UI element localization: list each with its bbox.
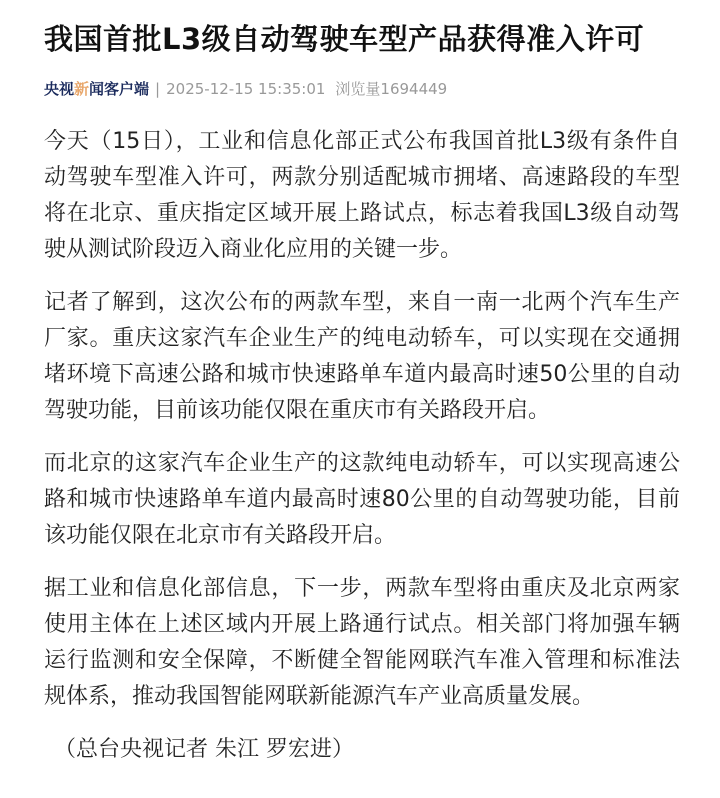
view-count: 浏览量1694449: [335, 80, 448, 98]
article-title: 我国首批L3级自动驾驶车型产品获得准入许可: [44, 22, 645, 56]
paragraph: 据工业和信息化部信息，下一步，两款车型将由重庆及北京两家使用主体在上述区域内开展上路通行试点。相关部门将加强车辆运行监测和安全保障，不断健全智能网联汽车准入管理和标准法规体系，推动我国智能网联新能源汽车产业高质量发展。: [44, 576, 680, 709]
article-body: [44, 124, 680, 768]
paragraph: 而北京的这家汽车企业生产的这款纯电动轿车，可以实现高速公路和城市快速路单车道内最高时速80公里的自动驾驶功能，目前该功能仅限在北京市有关路段开启。: [44, 451, 680, 548]
source-name[interactable]: [44, 78, 149, 100]
byline: （总台央视记者 朱江 罗宏进）: [54, 737, 354, 762]
publish-datetime: 2025-12-15 15:35:01: [166, 80, 326, 98]
source-highlight: 新: [74, 80, 90, 98]
source-part: 闻客户端: [89, 80, 150, 98]
source-part: 央视: [44, 80, 75, 98]
paragraph: 今天（15日），工业和信息化部正式公布我国首批L3级有条件自动驾驶车型准入许可，两款分别适配城市拥堵、高速路段的车型将在北京、重庆指定区域开展上路试点，标志着我国L3级自动驾驶从测试阶段迈入商业化应用的关键一步。: [44, 129, 681, 262]
paragraph: 记者了解到，这次公布的两款车型，来自一南一北两个汽车生产厂家。重庆这家汽车企业生产的纯电动轿车，可以实现在交通拥堵环境下高速公路和城市快速路单车道内最高时速50公里的自动驾驶功能，目前该功能仅限在重庆市有关路段开启。: [44, 290, 680, 423]
article-meta: [44, 78, 680, 100]
divider: |: [155, 80, 161, 98]
